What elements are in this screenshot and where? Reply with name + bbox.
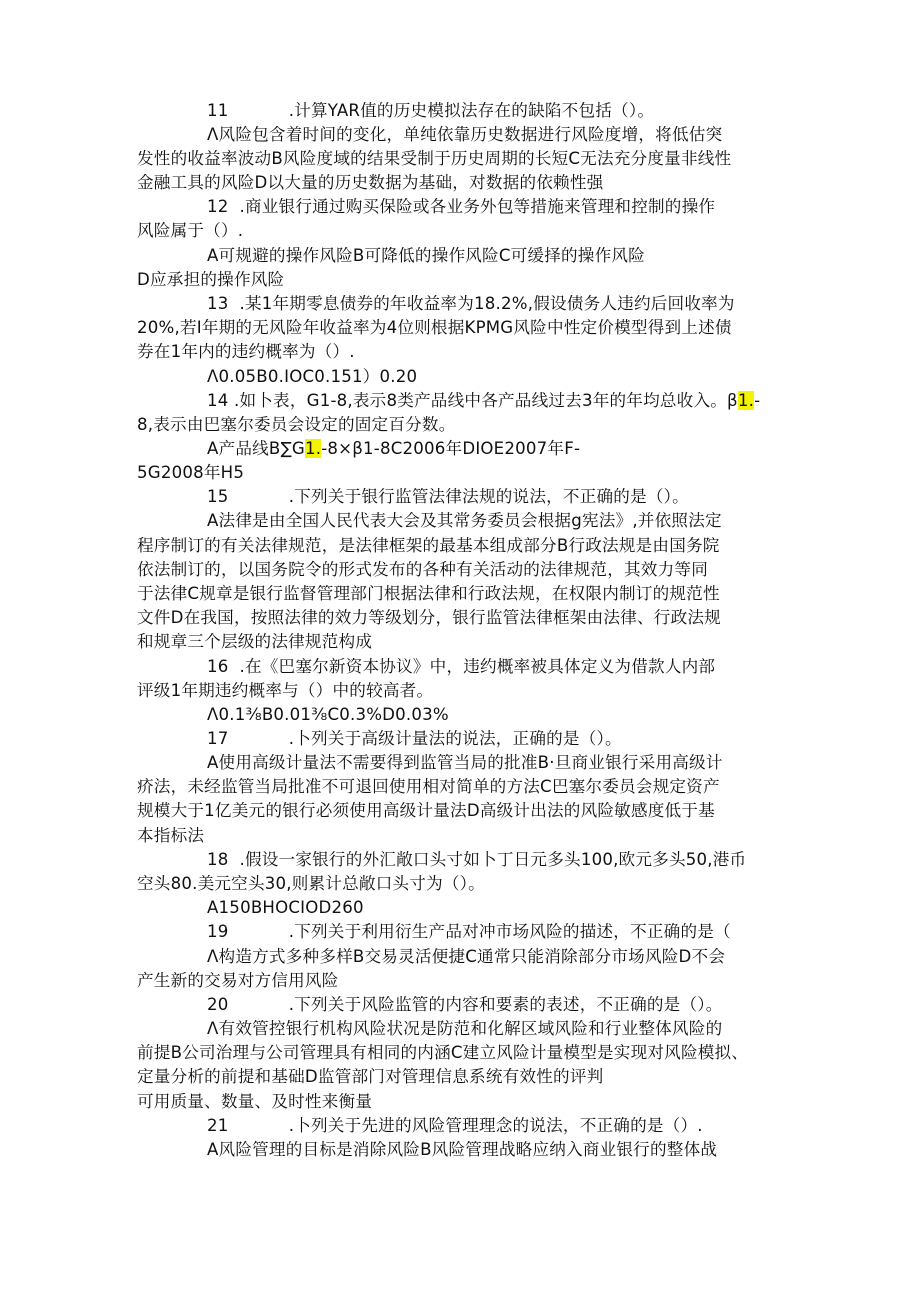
- text-line-l05: 12 .商业银行通过购买保险或各业务外包等措施来管理和控制的操作: [207, 197, 716, 216]
- text-line-l39: Λ有效管控银行机构风险状况是防范和化解区域风险和行业整体风险的: [207, 1019, 723, 1038]
- text-line-l11: 券在1年内的违约概率为（）.: [137, 342, 355, 361]
- text-line-l42: 可用质量、数量、及时性来衡量: [137, 1092, 373, 1111]
- text-line-l13: [207, 389, 760, 413]
- text-line-l30: 规模大于1亿美元的银行必须使用高级计量法D高级计出法的风险敏感度低于基: [137, 801, 715, 820]
- text-line-l06: 风险属于（）.: [137, 221, 244, 240]
- text-line-l21: 于法律C规章是银行监督管理部门根据法律和行政法规，在权限内制订的规范性: [137, 584, 720, 603]
- text-line-l04: 金融工具的风险D以大量的历史数据为基础，对数据的依赖性强: [137, 173, 604, 192]
- text-line-l36: Λ构造方式多种多样B交易灵活便捷C通常只能消除部分市场风险D不会: [207, 947, 726, 966]
- text-line-l35: 19 .下列关于利用衍生产品对冲市场风险的描述，不正确的是（: [207, 922, 731, 941]
- text-line-l27: 17 .卜列关于高级计量法的说法，正确的是（）。: [207, 729, 622, 748]
- text-line-l37: 产生新的交易对方信用风险: [137, 971, 339, 990]
- text-line-l23: 和规章三个层级的法律规范构成: [137, 632, 373, 651]
- text-line-l38: 20 .下列关于风险监管的内容和要素的表述，不正确的是（）。: [207, 995, 723, 1014]
- text-line-l19: 程序制订的有关法律规范，是法律框架的最基本组成部分B行政法规是由国务院: [137, 536, 720, 555]
- text-line-l43: 21 .卜列关于先进的风险管理理念的说法，不正确的是（）.: [207, 1116, 703, 1135]
- text-line-l15: [207, 437, 580, 461]
- text-line-l18: A法律是由全国人民代表大会及其常务委员会根据g宪法》,并依照法定: [207, 511, 722, 530]
- highlighted-text: 1.: [737, 391, 755, 410]
- text-line-l24: 16 .在《巴塞尔新资本协议》中，违约概率被具体定义为借款人内部: [207, 657, 716, 676]
- text-line-l12: Λ0.05B0.IOC0.151）0.20: [207, 367, 418, 386]
- text-line-l22: 文件D在我国，按照法律的效力等级划分，银行监管法律框架由法律、行政法规: [137, 608, 721, 627]
- highlighted-text: 1.: [304, 439, 322, 458]
- text-line-l25: 评级1年期违约概率与（）中的较高者。: [137, 681, 434, 700]
- text-line-l14: 8,表示由巴塞尔委员会设定的固定百分数。: [137, 415, 456, 434]
- text-line-l10: 20%,若I年期的无风险年收益率为4位则根据KPMG风险中性定价模型得到上述债: [137, 318, 732, 337]
- text-line-l16: 5G2008年H5: [137, 463, 245, 482]
- text-line-l03: 发性的收益率波动B风险度域的结果受制于历史周期的长短C无法充分度量非线性: [137, 149, 732, 168]
- text-segment: -: [754, 391, 761, 410]
- text-line-l32: 18 .假设一家银行的外汇敞口头寸如卜丁日元多头100,欧元多头50,港币: [207, 850, 747, 869]
- text-line-l34: A150BHOCIOD260: [207, 898, 364, 917]
- text-line-l17: 15 .下列关于银行监管法律法规的说法，不正确的是（）。: [207, 487, 689, 506]
- text-line-l01: 11 .计算YAR值的历史模拟法存在的缺陷不包括（）。: [207, 101, 655, 120]
- text-line-l07: A可规避的操作风险B可降低的操作风险C可缓择的操作风险: [207, 246, 645, 265]
- text-segment: 14 .如卜表，G1-8,表示8类产品线中各产品线过去3年的年均总收入。β: [207, 391, 738, 410]
- text-line-l09: 13 .某1年期零息债券的年收益率为18.2%,假设债务人违约后回收率为: [207, 294, 735, 313]
- text-line-l20: 依法制订的，以国务院令的形式发布的各种有关活动的法律规范，其效力等同: [137, 560, 708, 579]
- text-line-l41: 定量分析的前提和基础D监管部门对管理信息系统有效性的评判: [137, 1067, 604, 1086]
- text-line-l29: 疥法，未经监管当局批准不可退回使用相对简单的方法C巴塞尔委员会规定资产: [137, 777, 720, 796]
- text-segment: A产品线B∑G: [207, 439, 305, 458]
- text-line-l08: D应承担的操作风险: [137, 270, 285, 289]
- text-line-l26: Λ0.1⅜B0.01⅜C0.3%D0.03%: [207, 705, 449, 724]
- text-line-l28: A使用高级计量法不需要得到监管当局的批准B·旦商业银行采用高级计: [207, 753, 723, 772]
- text-line-l44: A风险管理的目标是消除风险B风险管理战略应纳入商业银行的整体战: [207, 1140, 718, 1159]
- text-line-l31: 本指标法: [137, 826, 205, 845]
- text-line-l33: 空头80.美元空头30,则累计总敞口头寸为（）。: [137, 874, 485, 893]
- text-line-l02: Λ风险包含着时间的变化，单纯依靠历史数据进行风险度增，将低估突: [207, 125, 723, 144]
- text-segment: -8×β1-8C2006年DIOE2007年F-: [321, 439, 581, 458]
- text-line-l40: 前提B公司治理与公司管理具有相同的内涵C建立风险计量模型是实现对风险模拟、: [137, 1043, 749, 1062]
